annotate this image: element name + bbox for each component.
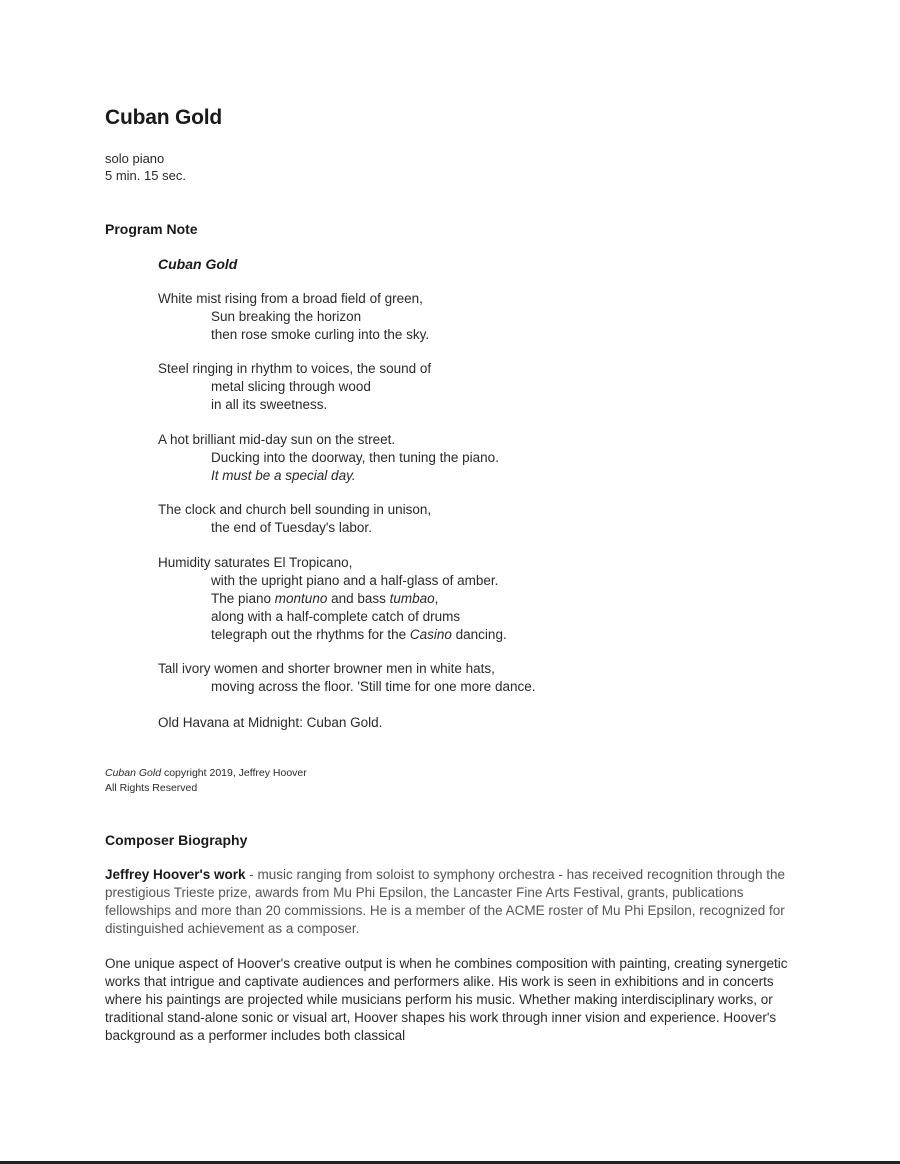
poem-line: metal slicing through wood: [211, 379, 371, 394]
poem-stanza: [158, 714, 382, 732]
poem-line: The clock and church bell sounding in unison,: [158, 502, 432, 517]
poem-line: with the upright piano and a half-glass of amber.: [211, 573, 499, 588]
poem-line: in all its sweetness.: [211, 397, 328, 412]
poem-line: Tall ivory women and shorter browner men in white hats,: [158, 661, 495, 676]
work-details: [105, 150, 186, 184]
poem-line: Ducking into the doorway, then tuning the piano.: [211, 450, 499, 465]
poem-line: [158, 590, 507, 608]
poem-stanza: [158, 290, 429, 344]
poem-title: Cuban Gold: [158, 256, 238, 272]
biography-paragraph: [105, 866, 795, 938]
copyright-notice: [105, 766, 307, 796]
program-note-heading: Program Note: [105, 221, 198, 237]
poem-line: along with a half-complete catch of drums: [211, 609, 461, 624]
page-title: Cuban Gold: [105, 106, 222, 129]
poem-line: Humidity saturates El Tropicano,: [158, 555, 353, 570]
biography-heading: Composer Biography: [105, 832, 248, 848]
biography-paragraph: One unique aspect of Hoover's creative output is when he combines composition with painting, creating synergetic works that intrigue and captivate audiences and performers alike. His work is seen in exhibitions and in concerts where his paintings are projected while musicians perform his music. Whether making interdisciplinary works, or traditional stand-alone sonic or visual art, Hoover shapes his work through inner vision and experience. Hoover's background as a performer includes both classical: [105, 956, 788, 1043]
rights-line: All Rights Reserved: [105, 782, 198, 794]
biography-lead: Jeffrey Hoover's work: [105, 867, 246, 882]
text-run: dancing.: [451, 627, 507, 642]
poem-line: the end of Tuesday's labor.: [211, 520, 372, 535]
poem-line: [158, 626, 507, 644]
instrumentation: solo piano: [105, 151, 165, 166]
poem-line: It must be a special day.: [211, 468, 356, 483]
text-run: ,: [434, 591, 439, 606]
duration: 5 min. 15 sec.: [105, 168, 186, 183]
emphasis-run: Casino: [409, 627, 452, 642]
work-title: Cuban Gold: [105, 767, 162, 779]
copyright-text: copyright 2019, Jeffrey Hoover: [161, 767, 307, 779]
poem-stanza: [158, 554, 507, 644]
poem-line: Sun breaking the horizon: [211, 309, 362, 324]
emphasis-run: montuno: [274, 591, 328, 606]
poem-stanza: [158, 660, 535, 696]
poem-stanza: [158, 501, 431, 537]
text-run: and bass: [327, 591, 390, 606]
poem-line: then rose smoke curling into the sky.: [211, 327, 430, 342]
poem-stanza: [158, 360, 431, 414]
poem-line: A hot brilliant mid-day sun on the street.: [158, 432, 396, 447]
poem-line: Old Havana at Midnight: Cuban Gold.: [158, 715, 383, 730]
poem-line: moving across the floor. 'Still time for one more dance.: [211, 679, 536, 694]
poem-stanza: [158, 431, 499, 485]
emphasis-run: tumbao: [389, 591, 435, 606]
poem-line: White mist rising from a broad field of green,: [158, 291, 423, 306]
biography-text: - music ranging from soloist to symphony orchestra - has received recognition through the prestigious Trieste prize, awards from Mu Phi Epsilon, the Lancaster Fine Arts Festival, grants, publications fellowships and more than 20 commissions. He is a member of the ACME roster of Mu Phi Epsilon, recognized for distinguished achievement as a composer.: [105, 867, 786, 936]
text-run: telegraph out the rhythms for the: [211, 627, 410, 642]
text-run: The piano: [211, 591, 275, 606]
copyright-line: [105, 766, 307, 781]
poem-line: Steel ringing in rhythm to voices, the sound of: [158, 361, 432, 376]
